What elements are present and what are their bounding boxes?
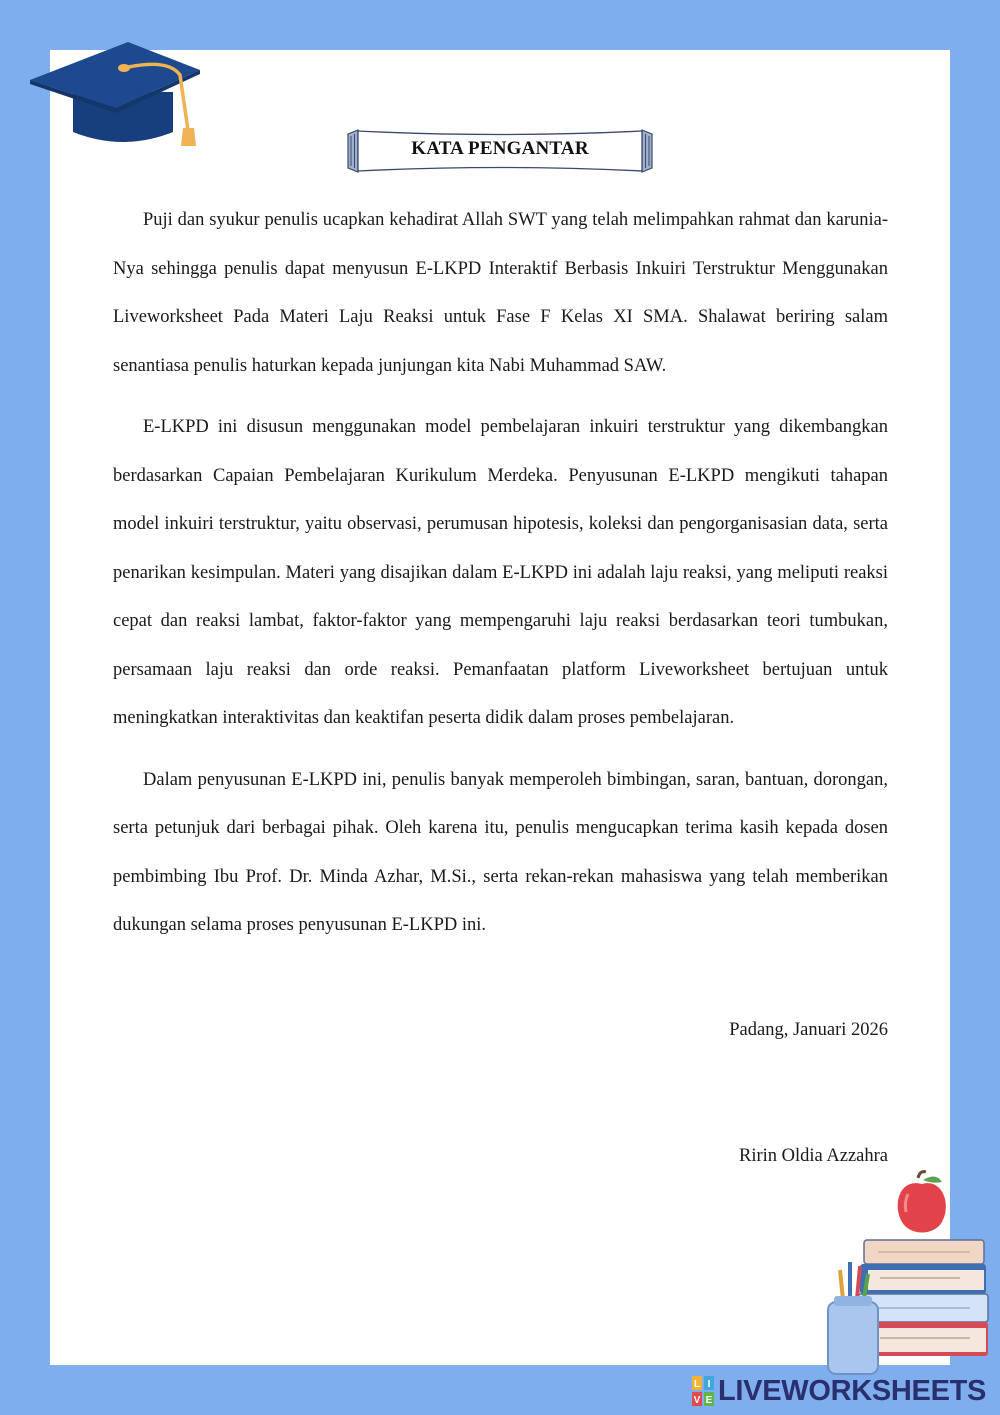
liveworksheets-wordmark: LIVEWORKSHEETS [718,1374,987,1407]
graduation-cap-icon [28,40,203,155]
liveworksheets-logo [692,1372,986,1410]
paragraph-thanks: Dalam penyusunan E-LKPD ini, penulis banyak memperoleh bimbingan, saran, bantuan, dorongan, serta petunjuk dari berbagai pihak. Oleh karena itu, penulis mengucapkan terima kasih kepada dosen pembimbing Ibu Prof. Dr. Minda Azhar, M.Si., serta rekan-rekan mahasiswa yang telah memberikan dukungan selama proses penyusunan E-LKPD ini. [113,769,888,935]
body-text [113,196,888,963]
page-title: KATA PENGANTAR [411,138,589,159]
place-date: Padang, Januari 2026 [729,1020,888,1040]
paragraph-method: E-LKPD ini disusun menggunakan model pembelajaran inkuiri terstruktur yang dikembangkan berdasarkan Capaian Pembelajaran Kurikulum Merdeka. Penyusunan E-LKPD mengikuti tahapan model inkuiri terstruktur, yaitu observasi, perumusan hipotesis, koleksi dan pengorganisasian data, serta penarikan kesimpulan. Materi yang disajikan dalam E-LKPD ini adalah laju reaksi, yang meliputi reaksi cepat dan reaksi lambat, faktor-faktor yang mempengaruhi laju reaksi berdasarkan teori tumbukan, persamaan laju reaksi dan orde reaksi. Pemanfaatan platform Liveworksheet bertujuan untuk meningkatkan interaktivitas dan keaktifan peserta didik dalam proses pembelajaran. [113,417,888,728]
liveworksheets-badge-icon [692,1376,714,1406]
books-apple-illustration [820,1170,1000,1385]
paragraph-intro: Puji dan syukur penulis ucapkan kehadirat Allah SWT yang telah melimpahkan rahmat dan karunia-Nya sehingga penulis dapat menyusun E-LKPD Interaktif Berbasis Inkuiri Terstruktur Menggunakan Liveworksheet Pada Materi Laju Reaksi untuk Fase F Kelas XI SMA. Shalawat beriring salam senantiasa penulis haturkan kepada junjungan kita Nabi Muhammad SAW. [113,210,888,376]
badge-letter-e: E [705,1395,713,1406]
author-name: Ririn Oldia Azzahra [739,1146,888,1166]
badge-letter-l: L [693,1379,701,1390]
badge-letter-v: V [693,1395,701,1406]
badge-letter-i: I [707,1379,711,1390]
